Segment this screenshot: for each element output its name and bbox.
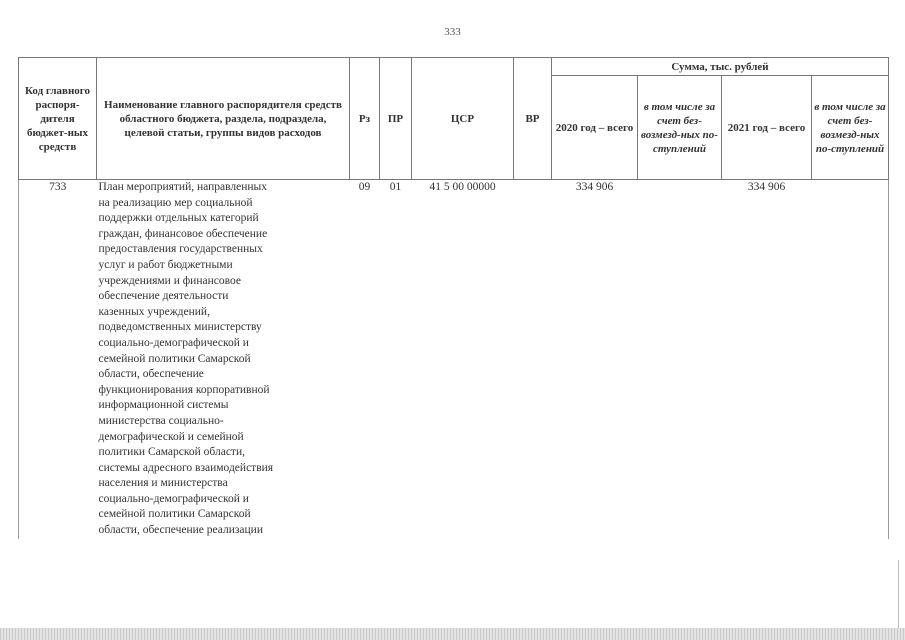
row-name-line: системы адресного взаимодействия	[98, 461, 274, 474]
row-name-line: информационной системы	[98, 399, 229, 412]
row-name-line: услуг и работ бюджетными	[98, 258, 233, 271]
header-name: Наименование главного распорядителя средств областного бюджета, раздела, подраздела, целевой статьи, группы видов расходов	[97, 58, 350, 180]
header-2020-total: 2020 год – всего	[552, 76, 638, 180]
row-pr: 01	[389, 181, 402, 193]
header-sum-group: Сумма, тыс. рублей	[552, 58, 889, 76]
row-2020-total: 334 906	[575, 181, 614, 193]
row-csr: 41 5 00 00000	[429, 181, 496, 193]
row-name-line: казенных учреждений,	[98, 305, 210, 318]
scan-bottom-edge	[0, 628, 905, 640]
row-name-line: учреждениями и финансовое	[98, 274, 241, 287]
row-name-line: поддержки отдельных категорий	[98, 212, 259, 225]
table-row	[19, 180, 889, 539]
row-name-line: семейной политики Самарской	[98, 508, 251, 521]
row-name-line: обеспечение деятельности	[98, 290, 229, 303]
header-vr: ВР	[514, 58, 552, 180]
row-name-line: подведомственных министерству	[98, 321, 262, 334]
row-2020-free	[638, 180, 722, 539]
budget-table	[18, 57, 889, 539]
header-rz: Рз	[350, 58, 380, 180]
row-2021-free	[812, 180, 889, 539]
page-number: 333	[444, 26, 461, 38]
row-name-line: семейной политики Самарской	[98, 352, 251, 365]
row-name-line: граждан, финансовое обеспечение	[98, 227, 268, 240]
header-2020-free: в том числе за счет без-возмезд-ных по-ступлений	[638, 76, 722, 180]
row-name-line: населения и министерства	[98, 477, 228, 490]
row-code: 733	[19, 180, 97, 539]
row-name-line: области, обеспечение	[98, 368, 204, 381]
header-2021-free: в том числе за счет без-возмезд-ных по-ступлений	[812, 76, 889, 180]
header-csr: ЦСР	[412, 58, 514, 180]
header-pr: ПР	[380, 58, 412, 180]
row-name-line: План мероприятий, направленных	[98, 181, 268, 193]
page-right-edge	[898, 560, 899, 630]
row-name-line: области, обеспечение реализации	[98, 524, 263, 537]
row-name-line: социально-демографической и	[98, 492, 249, 505]
row-name-line: министерства социально-	[98, 414, 224, 427]
row-name-line: на реализацию мер социальной	[98, 196, 253, 209]
row-vr	[514, 180, 552, 539]
header-code: Код главного распоря-дителя бюджет-ных средств	[19, 58, 97, 180]
row-name-line: функционирования корпоративной	[98, 383, 270, 396]
row-name	[97, 180, 350, 539]
row-name-line: демографической и семейной	[98, 430, 244, 443]
row-name-line: социально-демографической и	[98, 336, 249, 349]
row-rz: 09	[358, 181, 371, 193]
row-name-line: предоставления государственных	[98, 243, 263, 256]
header-2021-total: 2021 год – всего	[722, 76, 812, 180]
row-2021-total: 334 906	[747, 181, 786, 193]
row-name-line: политики Самарской области,	[98, 446, 245, 459]
